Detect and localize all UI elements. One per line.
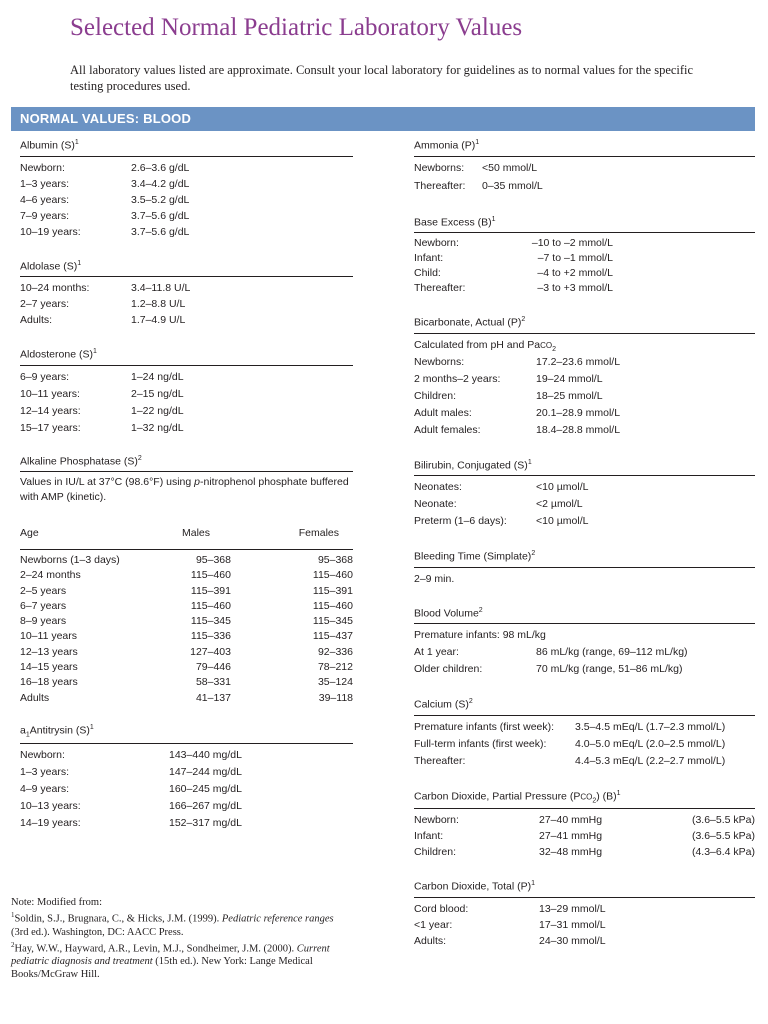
section-title: Bilirubin, Conjugated $(S)^1$: [414, 458, 532, 471]
value-row: Newborn: 2.6–3.6 g/dL: [20, 161, 190, 174]
bleeding-time-section: [414, 542, 755, 589]
table-row: 12–13 years 127–403 92–336: [20, 645, 353, 658]
albumin-section: [20, 131, 353, 240]
section-banner: [11, 107, 755, 131]
value-row: Cord blood: 13–29 mmol/L: [414, 902, 606, 915]
table-row: 8–9 years 115–345 115–345: [20, 615, 353, 628]
value-row: 10–11 years: 2–15 ng/dL: [20, 387, 184, 400]
co2-total-section: [414, 872, 755, 949]
table-row: 10–11 years 115–336 115–437: [20, 630, 353, 643]
section-title: $a_1Antitrysin$ $(S)^1$: [20, 723, 94, 739]
value-row: 15–17 years: 1–32 ng/dL: [20, 421, 184, 434]
value-row: 12–14 years: 1–22 ng/dL: [20, 404, 184, 417]
aldosterone-section: [20, 340, 353, 437]
value-row: Newborns: <50 mmol/L: [414, 161, 538, 174]
section-title: Aldolase $(S)^1$: [20, 259, 82, 272]
reference-1: $^1$Soldin, S.J., Brugnara, C., & Hicks, J.M. (1999). Pediatric reference ranges (3rd ed.). Washington, DC: AACC Press.: [11, 911, 334, 938]
value-row: Newborn: –10 to –2 mmol/L: [414, 237, 613, 249]
value-row: Neonates: <10 µmol/L: [414, 481, 589, 493]
value-row: Premature infants (first week): 3.5–4.5 mEq/L (1.7–2.3 mmol/L): [414, 720, 726, 733]
page-title: Selected Normal Pediatric Laboratory Values: [70, 14, 523, 41]
value-row: 4–6 years: 3.5–5.2 g/dL: [20, 193, 190, 206]
section-title: Ammonia $(P)^1$: [414, 139, 480, 152]
section-title: Carbon Dioxide, Total $(P)^1$: [414, 880, 536, 893]
value-row: 10–24 months: 3.4–11.8 U/L: [20, 282, 191, 294]
ammonia-section: [414, 131, 755, 196]
bicarbonate-section: [414, 308, 755, 439]
section-title: Calcium $(S)^2$: [414, 698, 473, 711]
value-row: 14–19 years: 152–317 mg/dL: [20, 816, 242, 829]
value-row: 1–3 years: 147–244 mg/dL: [20, 765, 242, 778]
base-excess-section: [414, 208, 755, 297]
divider: [20, 743, 353, 744]
alkaline-phosphatase-section: [20, 447, 353, 706]
divider: [414, 475, 755, 476]
method-note: Values in IU/L at 37°C (98.6°F) using p-nitrophenol phosphate buffered: [20, 476, 349, 488]
value-row: 2–9 min.: [414, 572, 455, 585]
section-banner-label: NORMAL VALUES: BLOOD: [20, 111, 192, 126]
left-column: [20, 131, 353, 832]
table-row: 2–24 months 115–460 115–460: [20, 569, 353, 582]
value-row: Thereafter: 4.4–5.3 mEq/L (2.2–2.7 mmol/L): [414, 754, 726, 767]
calculation-note: Calculated from pH and PaCO$_2$: [414, 338, 556, 353]
aldolase-section: [20, 252, 353, 329]
divider: [414, 808, 755, 809]
section-title: Aldosterone $(S)^1$: [20, 348, 97, 361]
divider: [20, 365, 353, 366]
calcium-section: [414, 690, 755, 770]
value-row: Premature infants: 98 mL/kg: [414, 629, 546, 641]
column-header-females: Females: [298, 527, 339, 539]
footnote: Note: Modified from: $^1$Soldin, S.J., Brugnara, C., & Hicks, J.M. (1999). Pediatric reference ranges (3rd ed.). Washington, DC: AACC Press. $^2$Hay, W.W., Hayward, A.R., Levin, M.J., Sondheimer, J.M. (2000). Current pediatric diagnosis and treatment (15th ed.). New York: Lange Medical Books/McGraw Hill.: [11, 896, 351, 981]
column-header-age: Age: [20, 527, 39, 539]
value-row: 6–9 years: 1–24 ng/dL: [20, 370, 184, 383]
table-row: 2–5 years 115–391 115–391: [20, 584, 353, 597]
value-row: Thereafter: 0–35 mmol/L: [414, 179, 543, 192]
value-row: Preterm (1–6 days): <10 µmol/L: [414, 515, 589, 527]
divider: [414, 156, 755, 157]
divider: [414, 715, 755, 716]
value-row: <1 year: 17–31 mmol/L: [414, 918, 606, 931]
table-row: Newborns (1–3 days) 95–368 95–368: [20, 554, 353, 566]
divider: [20, 549, 353, 550]
value-row: Newborn: 143–440 mg/dL: [20, 748, 242, 761]
value-row: 7–9 years: 3.7–5.6 g/dL: [20, 209, 190, 222]
value-row: At 1 year: 86 mL/kg (range, 69–112 mL/kg): [414, 646, 688, 658]
value-row: Children: 18–25 mmol/L: [414, 389, 603, 402]
divider: [414, 333, 755, 334]
value-row: Newborn: 27–40 mmHg (3.6–5.5 kPa): [414, 814, 755, 827]
table-row: Adults 41–137 39–118: [20, 691, 353, 704]
antitrypsin-section: [20, 716, 353, 832]
divider: [414, 232, 755, 233]
section-title: Bicarbonate, Actual $(P)^2$: [414, 316, 526, 329]
blood-volume-section: [414, 599, 755, 679]
reference-2: $^2$Hay, W.W., Hayward, A.R., Levin, M.J., Sondheimer, J.M. (2000). Current pediatric diagnosis and treatment (15th ed.). New York: Lange Medical Books/McGraw Hill.: [11, 940, 330, 980]
value-row: Newborns: 17.2–23.6 mmol/L: [414, 355, 621, 368]
value-row: 10–13 years: 166–267 mg/dL: [20, 799, 242, 812]
divider: [414, 897, 755, 898]
value-row: Children: 32–48 mmHg (4.3–6.4 kPa): [414, 846, 755, 859]
section-title: Carbon Dioxide, Partial Pressure $(PCO_2)$ $(B)^1$: [414, 789, 621, 805]
table-row: 14–15 years 79–446 78–212: [20, 661, 353, 674]
section-title: Bleeding Time (Simplate)$^2$: [414, 550, 536, 563]
section-title: Base Excess $(B)^1$: [414, 215, 496, 228]
divider: [20, 156, 353, 157]
table-row: 6–7 years 115–460 115–460: [20, 599, 353, 612]
value-row: 2 months–2 years: 19–24 mmol/L: [414, 372, 603, 385]
value-row: Older children: 70 mL/kg (range, 51–86 mL/kg): [414, 663, 683, 675]
section-title: Albumin $(S)^1$: [20, 139, 79, 152]
value-row: Child: –4 to +2 mmol/L: [414, 267, 613, 279]
divider: [20, 471, 353, 472]
value-row: Infant: 27–41 mmHg (3.6–5.5 kPa): [414, 830, 755, 843]
table-row: 16–18 years 58–331 35–124: [20, 676, 353, 689]
value-row: Adult females: 18.4–28.8 mmol/L: [414, 423, 621, 436]
intro-text: All laboratory values listed are approximate. Consult your local laboratory for guidelines as to normal values for the specific testing procedures used.: [70, 63, 694, 93]
divider: [20, 276, 353, 277]
value-row: Adult males: 20.1–28.9 mmol/L: [414, 406, 621, 419]
table-header: [20, 525, 353, 541]
value-row: Thereafter: –3 to +3 mmol/L: [414, 282, 613, 294]
value-row: 1–3 years: 3.4–4.2 g/dL: [20, 177, 190, 190]
value-row: Adults: 24–30 mmol/L: [414, 934, 606, 947]
right-column: [414, 131, 755, 949]
section-title: Blood Volume$^2$: [414, 606, 483, 619]
bilirubin-section: [414, 451, 755, 531]
value-row: 2–7 years: 1.2–8.8 U/L: [20, 298, 186, 310]
value-row: Full-term infants (first week): 4.0–5.0 mEq/L (2.0–2.5 mmol/L): [414, 737, 726, 750]
value-row: Infant: –7 to –1 mmol/L: [414, 252, 613, 264]
value-row: Adults: 1.7–4.9 U/L: [20, 314, 186, 326]
divider: [414, 623, 755, 624]
divider: [414, 567, 755, 568]
section-title: Alkaline Phosphatase $(S)^2$: [20, 454, 142, 467]
method-note-cont: with AMP (kinetic).: [20, 491, 107, 503]
value-row: 10–19 years: 3.7–5.6 g/dL: [20, 225, 190, 238]
value-row: 4–9 years: 160–245 mg/dL: [20, 782, 242, 795]
column-header-males: Males: [182, 527, 211, 539]
value-row: Neonate: <2 µmol/L: [414, 498, 583, 510]
co2-partial-pressure-section: [414, 782, 755, 861]
